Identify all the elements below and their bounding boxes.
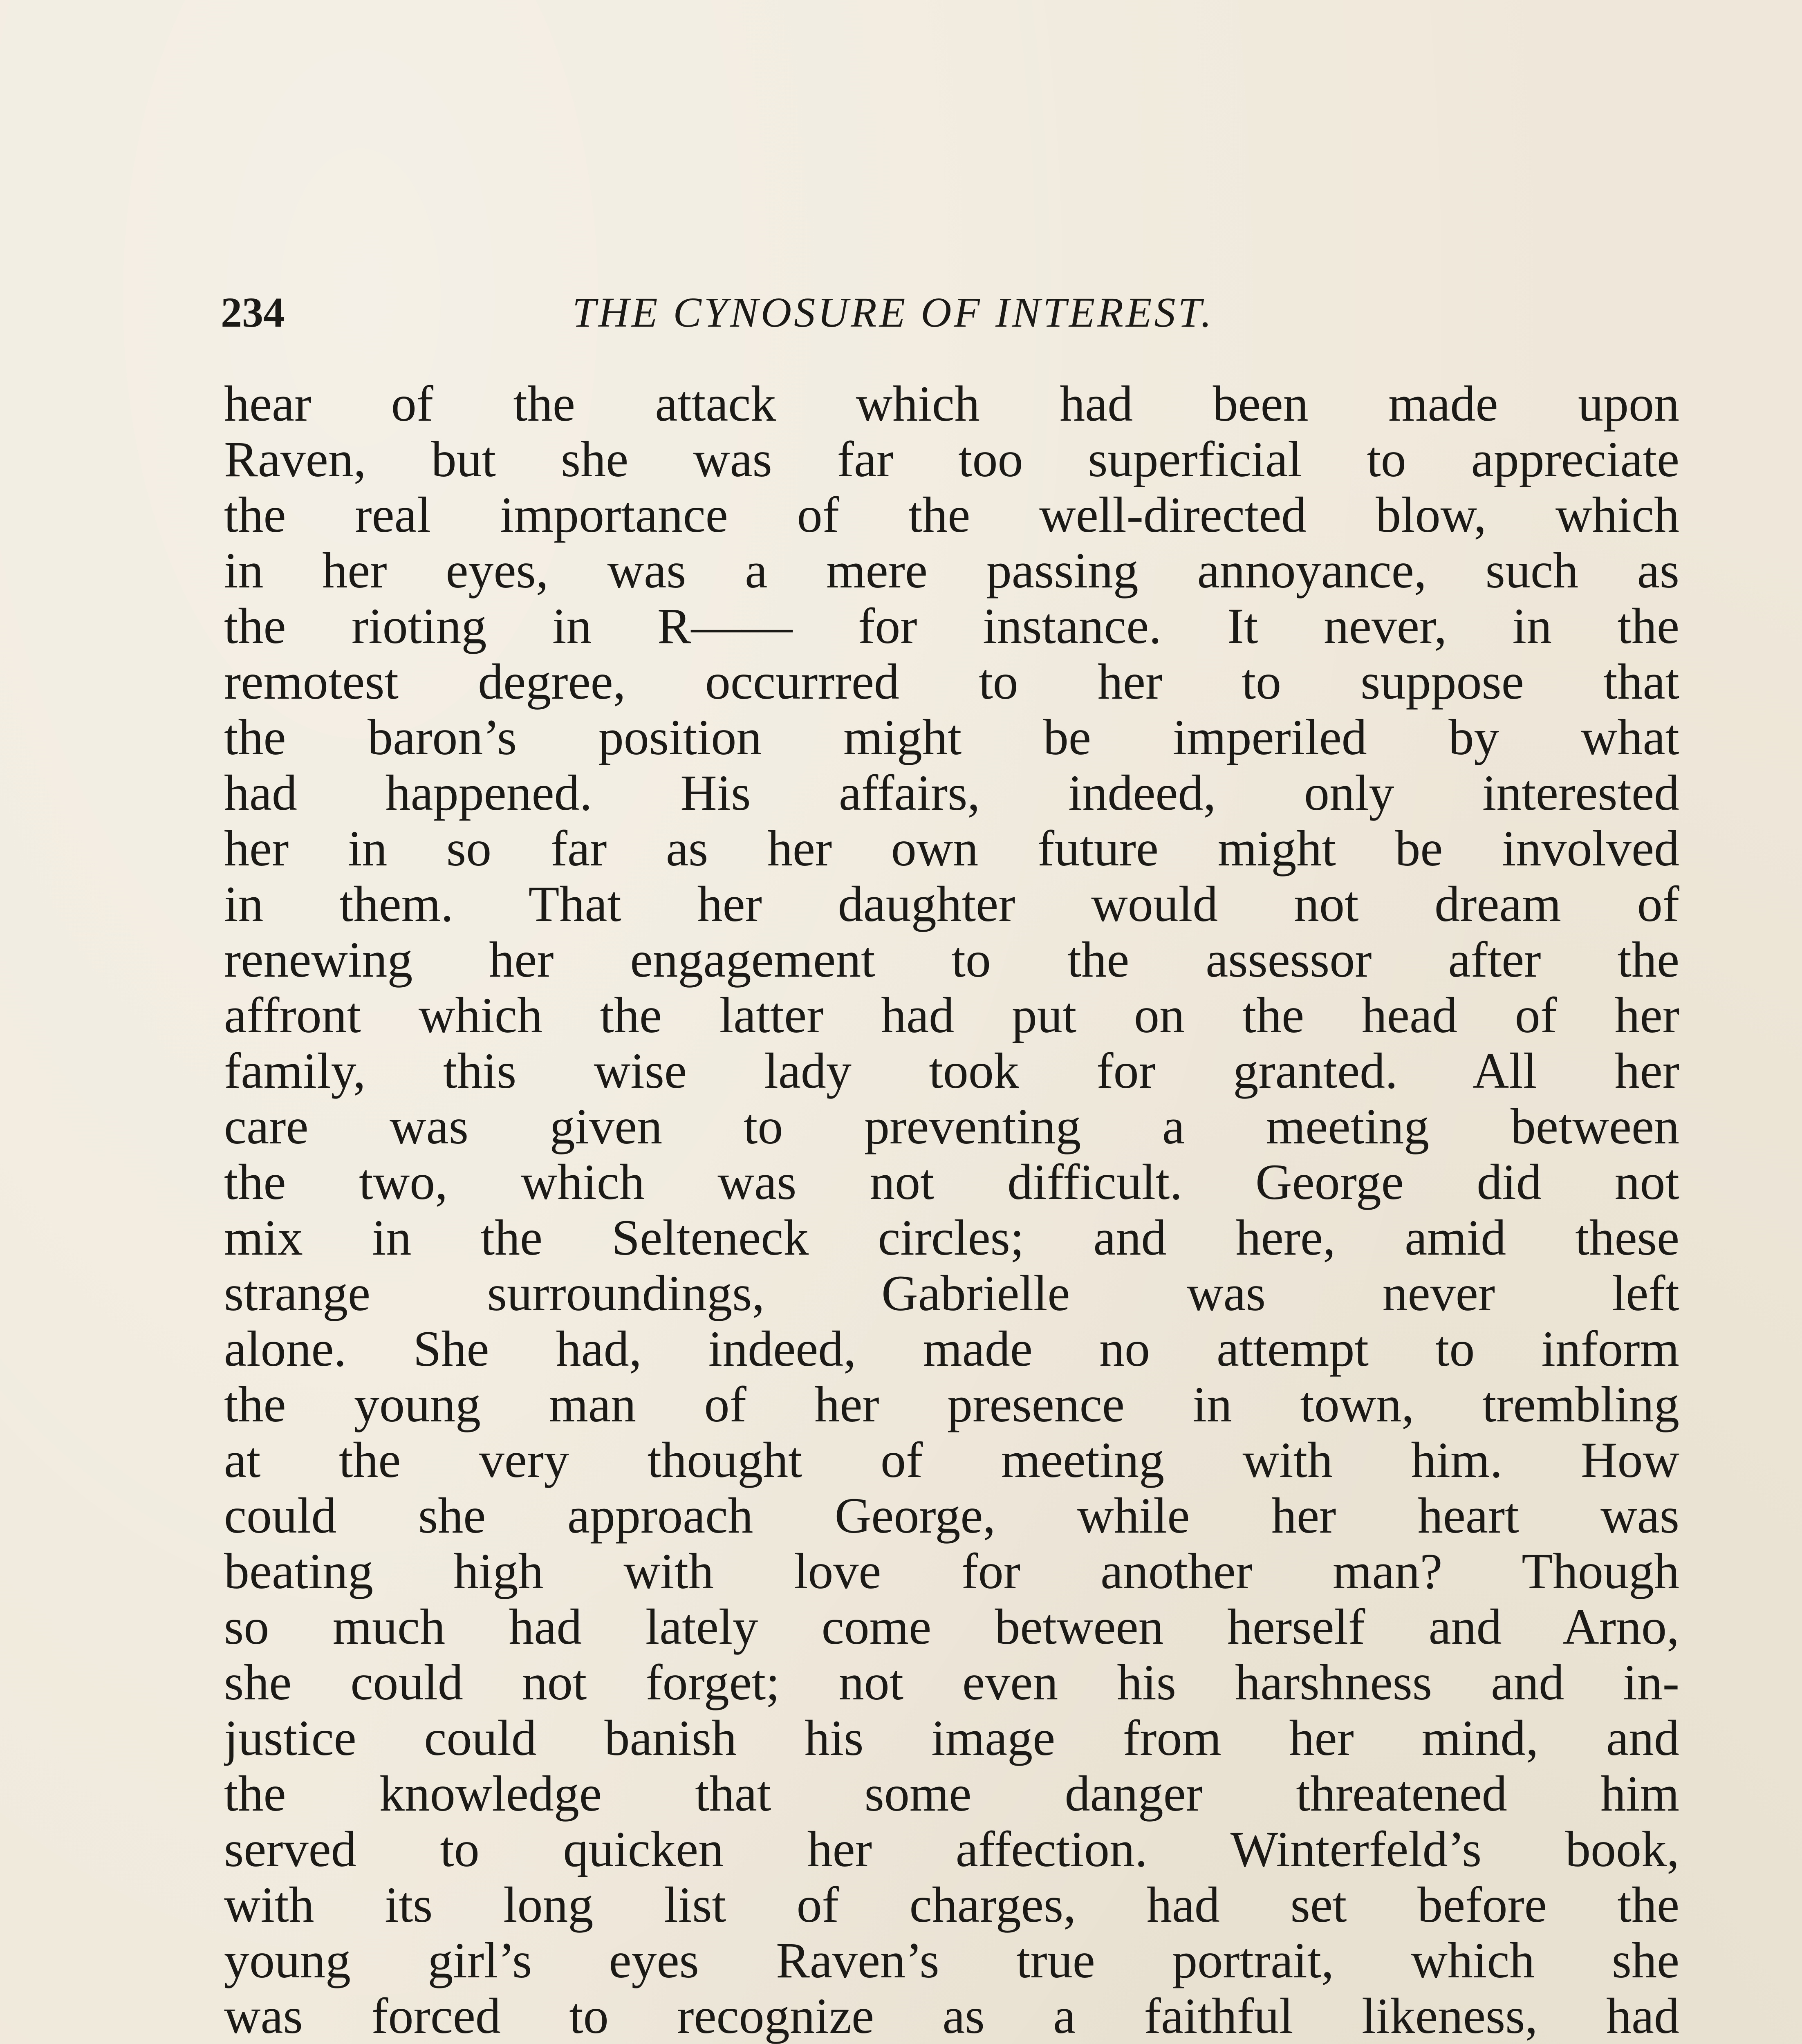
text-line: alone. She had, indeed, made no attempt to inform: [224, 1321, 1679, 1377]
text-line: the baron’s position might be imperiled by what: [224, 710, 1679, 765]
text-line: remotest degree, occurrred to her to suppose that: [224, 654, 1679, 710]
text-line: mix in the Selteneck circles; and here, amid these: [224, 1210, 1679, 1266]
text-line: the knowledge that some danger threatened him: [224, 1766, 1679, 1822]
text-line: care was given to preventing a meeting between: [224, 1099, 1679, 1154]
text-line: hear of the attack which had been made upon: [224, 376, 1679, 432]
text-line: her in so far as her own future might be involved: [224, 821, 1679, 876]
text-line: the two, which was not difficult. George did not: [224, 1154, 1679, 1210]
text-line: at the very thought of meeting with him. How: [224, 1432, 1679, 1488]
text-line: renewing her engagement to the assessor after the: [224, 932, 1679, 988]
page-header: [221, 282, 1680, 343]
text-line: had happened. His affairs, indeed, only interested: [224, 765, 1679, 821]
text-line: affront which the latter had put on the head of her: [224, 988, 1679, 1043]
text-line: the rioting in R—— for instance. It never, in the: [224, 598, 1679, 654]
running-title: THE CYNOSURE OF INTEREST.: [572, 289, 1214, 336]
page-number: 234: [221, 289, 285, 336]
text-line: justice could banish his image from her mind, and: [224, 1710, 1679, 1766]
text-line: so much had lately come between herself and Arno,: [224, 1599, 1679, 1655]
text-line: strange surroundings, Gabrielle was never left: [224, 1266, 1679, 1321]
text-line: the young man of her presence in town, trembling: [224, 1377, 1679, 1432]
body-text: [224, 376, 1679, 2044]
text-line: in her eyes, was a mere passing annoyance, such as: [224, 543, 1679, 598]
text-line: was forced to recognize as a faithful likeness, had: [224, 1988, 1679, 2044]
text-line: family, this wise lady took for granted. All her: [224, 1043, 1679, 1099]
text-line: served to quicken her affection. Winterfeld’s book,: [224, 1822, 1679, 1877]
text-line: young girl’s eyes Raven’s true portrait, which she: [224, 1933, 1679, 1988]
text-line: in them. That her daughter would not dream of: [224, 876, 1679, 932]
text-line: beating high with love for another man? Though: [224, 1544, 1679, 1599]
text-line: with its long list of charges, had set before the: [224, 1877, 1679, 1933]
text-line: could she approach George, while her heart was: [224, 1488, 1679, 1544]
text-line: she could not forget; not even his harshness and in-: [224, 1655, 1679, 1710]
text-line: Raven, but she was far too superficial to appreciate: [224, 432, 1679, 487]
text-line: the real importance of the well-directed blow, which: [224, 487, 1679, 543]
